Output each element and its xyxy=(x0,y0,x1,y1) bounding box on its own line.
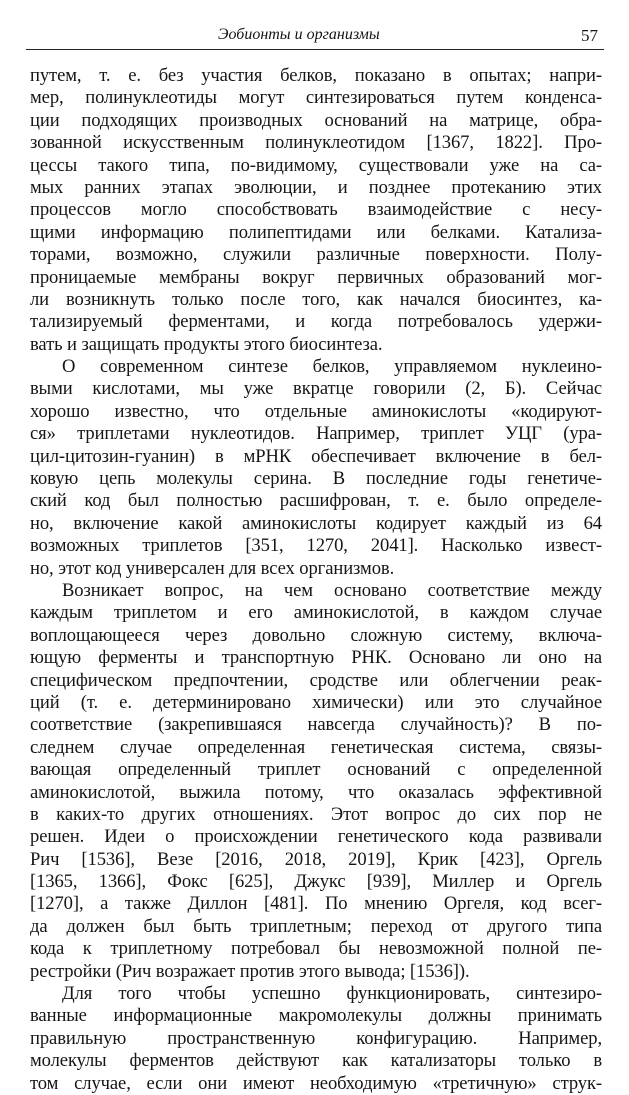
text-line: но, этот код универсален для всех организмов. xyxy=(30,557,395,579)
text-line: цил-цитозин-гуанин) в мРНК обеспечивает включение в бел- xyxy=(30,445,602,467)
text-line: в каких-то других отношениях. Этот вопрос до сих пор не xyxy=(30,803,602,825)
text-line: да должен был быть триплетным; переход от другого типа xyxy=(30,915,602,937)
text-line: правильную пространственную конфигурацию. Например, xyxy=(30,1027,602,1049)
text-line: цессы такого типа, по-видимому, существовали уже на са- xyxy=(30,154,602,176)
text-line: воплощающееся через довольно сложную систему, включа- xyxy=(30,624,602,646)
text-line: специфическом предпочтении, сродстве или облегчении реак- xyxy=(30,669,602,691)
text-line: ский код был полностью расшифрован, т. е. было определе- xyxy=(30,490,602,512)
text-line: аминокислотой, выжила потому, что оказалась эффективной xyxy=(30,781,602,803)
text-line: ковую цепь молекулы серина. В последние годы генетиче- xyxy=(30,468,602,490)
text-line: ся» триплетами нуклеотидов. Например, триплет УЦГ (ура- xyxy=(30,423,602,445)
text-line: выми кислотами, мы уже вкратце говорили (2, Б). Сейчас xyxy=(30,378,602,400)
text-line: следнем случае определенная генетическая система, связы- xyxy=(30,736,602,758)
text-line: возможных триплетов [351, 1270, 2041]. Насколько извест- xyxy=(30,535,602,557)
running-title: Эобионты и организмы xyxy=(218,26,380,43)
text-line: процессов могло способствовать взаимодействие с несу- xyxy=(30,199,602,221)
running-head xyxy=(26,22,604,50)
text-line: торами, возможно, служили различные поверхности. Полу- xyxy=(30,244,602,266)
text-line: ции подходящих производных оснований на матрице, обра- xyxy=(30,109,602,131)
text-line: вающая определенный триплет оснований с определенной xyxy=(30,759,602,781)
text-line: путем, т. е. без участия белков, показано в опытах; напри- xyxy=(30,65,602,86)
text-line: Возникает вопрос, на чем основано соответствие между xyxy=(62,579,602,601)
text-line: ли возникнуть только после того, как начался биосинтез, ка- xyxy=(30,288,602,310)
text-line: мых ранних этапах эволюции, и позднее протеканию этих xyxy=(30,176,602,198)
text-line: [1365, 1366], Фокс [625], Джукс [939], Миллер и Оргель xyxy=(30,871,602,893)
text-line: вать и защищать продукты этого биосинтеза. xyxy=(30,333,383,355)
text-line: [1270], а также Диллон [481]. По мнению Оргеля, код всег- xyxy=(30,893,602,915)
text-line: кода к триплетному потребовал бы невозможной полной пе- xyxy=(30,938,602,960)
page-number: 57 xyxy=(581,26,598,45)
text-line: тализируемый ферментами, и когда потребовалось удержи- xyxy=(30,311,602,333)
text-line: но, включение какой аминокислоты кодирует каждый из 64 xyxy=(30,512,602,534)
text-line: решен. Идеи о происхождении генетического кода развивали xyxy=(30,826,602,848)
header-rule xyxy=(26,49,604,50)
text-line: мер, полинуклеотиды могут синтезироваться путем конденса- xyxy=(30,87,602,109)
text-line: Для того чтобы успешно функционировать, синтезиро- xyxy=(62,983,602,1005)
text-line: Рич [1536], Везе [2016, 2018, 2019], Крик [423], Оргель xyxy=(30,848,602,870)
text-line: О современном синтезе белков, управляемом нуклеино- xyxy=(62,356,602,378)
text-line: щими информацию полипептидами или белками. Катализа- xyxy=(30,221,602,243)
text-line: проницаемые мембраны вокруг первичных образований мог- xyxy=(30,266,602,288)
text-line: ванные информационные макромолекулы должны принимать xyxy=(30,1005,602,1027)
text-line: ющую ферменты и транспортную РНК. Основано ли оно на xyxy=(30,647,602,669)
text-line: том случае, если они имеют необходимую «третичную» струк- xyxy=(30,1072,602,1094)
text-line: ций (т. е. детерминировано химически) или это случайное xyxy=(30,691,602,713)
text-line: зованной искусственным полинуклеотидом [1367, 1822]. Про- xyxy=(30,132,602,154)
text-line: молекулы ферментов действуют как катализаторы только в xyxy=(30,1050,602,1072)
text-line: рестройки (Рич возражает против этого вывода; [1536]). xyxy=(30,960,470,982)
text-line: каждым триплетом и его аминокислотой, в каждом случае xyxy=(30,602,602,624)
text-line: хорошо известно, что отдельные аминокислоты «кодируют- xyxy=(30,400,602,422)
text-line: соответствие (закрепившаяся навсегда случайность)? В по- xyxy=(30,714,602,736)
body-text xyxy=(30,65,602,1095)
